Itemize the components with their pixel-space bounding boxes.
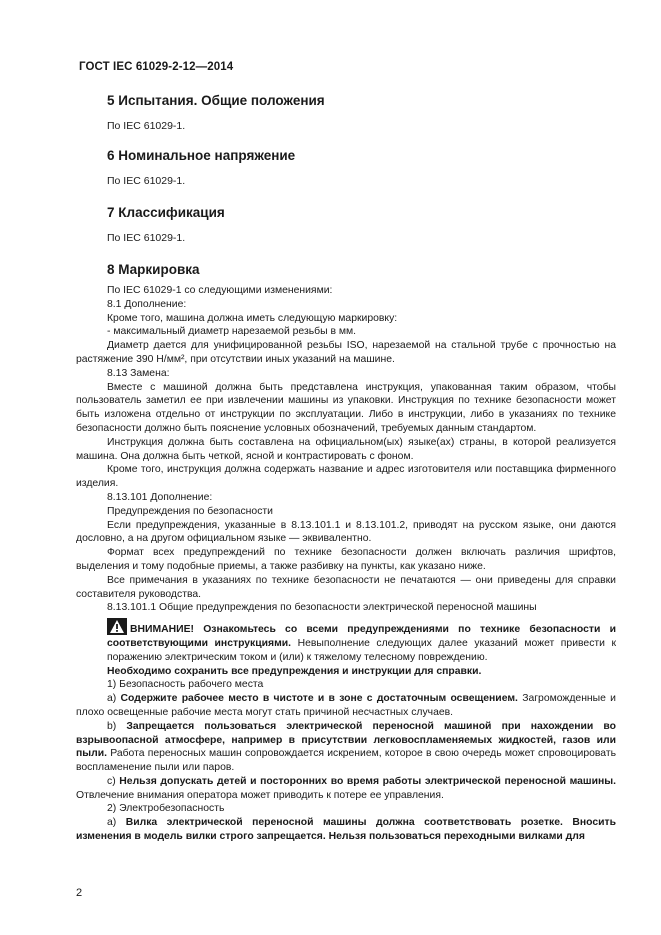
paragraph: Вместе с машиной должна быть представлена инструкция, упакованная таким образом, чтобы пользователь заметил ее при извлечении машины из упаковки. Инструкция по технике безопасности может быть изложена отдельно от инструкции по эксплуатации. Либо в инструкции, либо в указаниях по технике безопасности должно быть пояснение условных обозначений, требуемых данным стандартом. xyxy=(76,381,616,434)
paragraph: 2) Электробезопасность xyxy=(107,803,225,815)
paragraph: Инструкция должна быть составлена на официальном(ых) языке(ах) страны, в которой реализуется машина. Она должна быть четкой, ясной и контрастировать с фоном. xyxy=(76,436,616,462)
page-number: 2 xyxy=(76,887,83,899)
list-item xyxy=(76,692,616,720)
warning-triangle-icon xyxy=(107,618,127,635)
item-label: a) xyxy=(107,693,121,705)
section-5-title: 5 Испытания. Общие положения xyxy=(107,93,325,108)
paragraph: По IEC 61029-1 со следующими изменениями: xyxy=(107,285,333,296)
section-8-text xyxy=(76,284,616,844)
paragraph: Все примечания в указаниях по технике безопасности не печатаются — они приведены для справки составителя руководства. xyxy=(76,574,616,600)
item-label: b) xyxy=(107,720,127,732)
list-item xyxy=(76,775,616,803)
section-7-body: По IEC 61029-1. xyxy=(107,232,186,244)
item-bold-text: Запрещается пользоваться электрической переносной машиной при нахождении во взрывоопасной атмосфере, например в присутствии легковоспламеняемых жидкостей, газов или пыли. xyxy=(76,720,616,760)
paragraph: Кроме того, машина должна иметь следующую маркировку: xyxy=(107,312,398,324)
warning-bold-text: ВНИМАНИЕ! Ознакомьтесь со всеми предупреждениями по технике безопасности и соответствующими инструкциями. xyxy=(107,624,616,649)
paragraph: 8.1 Дополнение: xyxy=(107,298,187,310)
paragraph: Диаметр дается для унифицированной резьбы ISO, нарезаемой на стальной трубе с прочностью на растяжение 390 Н/мм², при отсутствии иных указаний на машине. xyxy=(76,340,616,365)
paragraph: Предупреждения по безопасности xyxy=(107,505,273,517)
paragraph: 8.13.101.1 Общие предупреждения по безопасности электрической переносной машины xyxy=(107,602,537,614)
paragraph: Формат всех предупреждений по технике безопасности должен включать различия шрифтов, выделения и тому подобные приемы, а также разбивку на пункты, как указано ниже. xyxy=(76,547,616,572)
paragraph: 8.13.101 Дополнение: xyxy=(107,491,213,503)
paragraph: Необходимо сохранить все предупреждения и инструкции для справки. xyxy=(107,665,482,677)
section-5-body: По IEC 61029-1. xyxy=(107,120,186,132)
paragraph: Кроме того, инструкция должна содержать название и адрес изготовителя или поставщика фирменного изделия. xyxy=(76,464,616,490)
item-bold-text: Содержите рабочее место в чистоте и в зоне с достаточным освещением. xyxy=(120,693,518,705)
section-7-title: 7 Классификация xyxy=(107,205,225,220)
item-text: Загроможденные и плохо освещенные рабочие места могут стать причиной несчастных случаев. xyxy=(76,693,616,718)
list-item xyxy=(76,720,616,775)
section-6-title: 6 Номинальное напряжение xyxy=(107,148,296,163)
warning-paragraph xyxy=(76,618,616,664)
item-bold-text: Нельзя допускать детей и посторонних во время работы электрической переносной машины. xyxy=(119,775,616,787)
item-label: c) xyxy=(107,775,120,787)
item-label: a) xyxy=(107,817,126,829)
list-item xyxy=(76,816,616,844)
paragraph: 1) Безопасность рабочего места xyxy=(107,679,264,691)
paragraph: Если предупреждения, указанные в 8.13.101.1 и 8.13.101.2, приводят на русском языке, они даются дословно, а на другом официальном языке — эквивалентно. xyxy=(76,519,616,545)
paragraph: - максимальный диаметр нарезаемой резьбы в мм. xyxy=(107,326,357,338)
item-text: Отвлечение внимания оператора может приводить к потере ее управления. xyxy=(76,789,444,801)
warning-text: Невыполнение следующих далее указаний может привести к поражению электрическим током и (или) к тяжелому телесному повреждению. xyxy=(107,637,617,663)
paragraph: 8.13 Замена: xyxy=(107,367,170,379)
standard-code: ГОСТ IEC 61029-2-12—2014 xyxy=(79,61,234,73)
item-bold-text: Вилка электрической переносной машины должна соответствовать розетке. Вносить изменения в модель вилки строго запрещается. Нельзя пользоваться переходными вилками для xyxy=(76,817,616,843)
section-6-body: По IEC 61029-1. xyxy=(107,175,186,187)
item-text: Работа переносных машин сопровождается искрением, которое в свою очередь может спровоцировать воспламенение пыли или паров. xyxy=(76,748,616,774)
section-8-title: 8 Маркировка xyxy=(107,262,200,277)
